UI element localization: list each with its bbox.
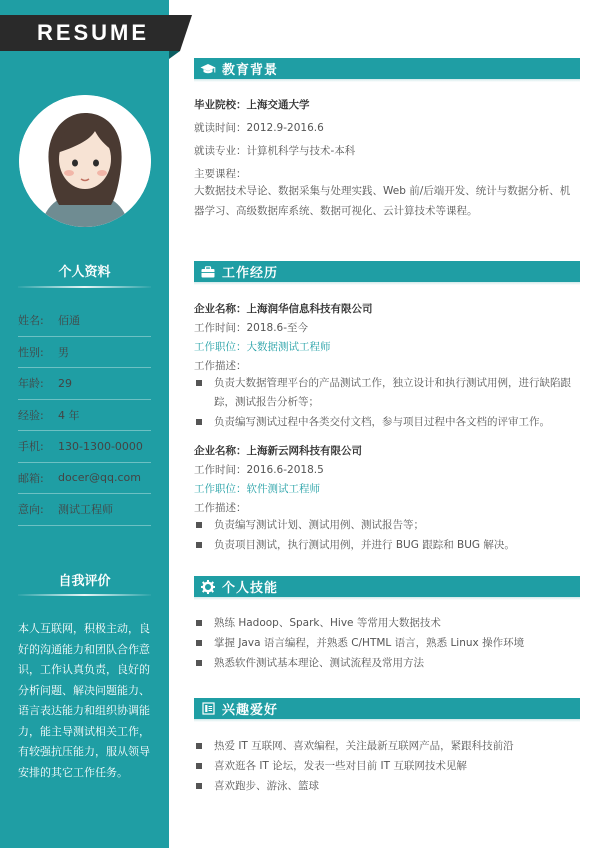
job-bullet: 负责编写测试计划、测试用例、测试报告等；	[194, 516, 580, 535]
info-key: 手机:	[18, 440, 44, 454]
job-bullet: 负责编写测试过程中各类交付文档，参与项目过程中各文档的评审工作。	[194, 413, 580, 432]
education-courses-label: 主要课程：	[194, 168, 247, 180]
info-key: 姓名:	[18, 314, 44, 328]
skill-bullet: 掌握 Java 语言编程，并熟悉 C/HTML 语言，熟悉 Linux 操作环境	[194, 634, 580, 653]
info-row-email	[18, 463, 151, 495]
job-position: 工作职位：大数据测试工程师	[194, 341, 331, 353]
job-bullet: 负责大数据管理平台的产品测试工作，独立设计和执行测试用例，进行缺陷跟踪，测试报告分析等；	[194, 374, 580, 412]
resume-banner-label: RESUME	[36, 20, 150, 45]
job-desc-label: 工作描述：	[194, 360, 247, 372]
info-row-name	[18, 305, 151, 337]
job-company: 企业名称：上海润华信息科技有限公司	[194, 303, 373, 315]
skills-title: 个人技能	[222, 581, 279, 596]
book-icon	[194, 702, 222, 715]
info-value: 4 年	[58, 408, 80, 422]
job-position: 工作职位：软件测试工程师	[194, 483, 320, 495]
skills-bar-shadow	[194, 597, 580, 600]
education-major: 就读专业：计算机科学与技术-本科	[194, 145, 356, 157]
self-evaluation-text: 本人互联网，积极主动，良好的沟通能力和团队合作意识，工作认真负责，良好的分析问题、解决问题能力、语言表达能力和组织协调能力，能主导测试相关工作，有较强抗压能力，服从领导安排的其它工作任务。	[18, 622, 150, 779]
info-value: 佰通	[58, 314, 80, 328]
education-period: 就读时间：2012.9-2016.6	[194, 122, 324, 134]
info-value: docer@qq.com	[58, 471, 142, 485]
education-courses: 大数据技术导论、数据采集与处理实践、Web 前/后端开发、统计与数据分析、机器学习、高级数据库系统、数据可视化、云计算技术等课程。	[194, 185, 571, 217]
skills-section-bar	[194, 576, 580, 597]
work-section-bar	[194, 261, 580, 282]
info-key: 意向:	[18, 503, 44, 517]
info-key: 经验:	[18, 408, 44, 422]
avatar-illustration	[19, 95, 151, 227]
work-title: 工作经历	[222, 266, 279, 281]
hobby-bullet: 喜欢跑步、游泳、篮球	[194, 777, 580, 796]
hobbies-title: 兴趣爱好	[222, 703, 279, 718]
info-key: 邮箱:	[18, 471, 44, 485]
job-desc-label: 工作描述：	[194, 502, 247, 514]
education-section-bar	[194, 58, 580, 79]
info-row-intention	[18, 494, 151, 526]
info-key: 性别:	[18, 345, 44, 359]
hobbies-section-bar	[194, 698, 580, 719]
info-value: 130-1300-0000	[58, 439, 143, 453]
info-value: 29	[58, 376, 72, 390]
info-row-age	[18, 368, 151, 400]
job-bullet: 负责项目测试，执行测试用例，并进行 BUG 跟踪和 BUG 解决。	[194, 536, 580, 555]
info-value: 男	[58, 345, 69, 359]
banner-fold	[169, 51, 180, 59]
gear-icon	[194, 580, 222, 594]
work-bar-shadow	[194, 282, 580, 285]
skill-bullet: 熟练 Hadoop、Spark、Hive 等常用大数据技术	[194, 614, 580, 633]
info-value: 测试工程师	[58, 503, 113, 517]
profile-divider	[18, 286, 151, 288]
self-evaluation-heading: 自我评价	[58, 574, 111, 589]
hobbies-bar-shadow	[194, 719, 580, 722]
education-school: 毕业院校：上海交通大学	[194, 99, 310, 111]
hobby-bullet: 喜欢逛各 IT 论坛，发表一些对目前 IT 互联网技术见解	[194, 757, 580, 776]
job-period: 工作时间：2016.6-2018.5	[194, 464, 324, 476]
self-evaluation-divider	[18, 594, 151, 596]
profile-info-list	[18, 305, 151, 526]
job-company: 企业名称：上海新云网科技有限公司	[194, 445, 362, 457]
graduation-cap-icon	[194, 63, 222, 75]
info-key: 年龄:	[18, 377, 44, 391]
profile-heading: 个人资料	[58, 265, 111, 280]
info-row-gender	[18, 337, 151, 369]
info-row-phone	[18, 431, 151, 463]
hobby-bullet: 热爱 IT 互联网、喜欢编程，关注最新互联网产品，紧跟科技前沿	[194, 737, 580, 756]
skill-bullet: 熟悉软件测试基本理论、测试流程及常用方法	[194, 654, 580, 673]
briefcase-icon	[194, 266, 222, 278]
avatar	[19, 95, 151, 227]
education-bar-shadow	[194, 79, 580, 82]
job-period: 工作时间：2018.6-至今	[194, 322, 309, 334]
resume-banner	[0, 15, 180, 51]
education-title: 教育背景	[222, 63, 279, 78]
info-row-experience	[18, 400, 151, 432]
